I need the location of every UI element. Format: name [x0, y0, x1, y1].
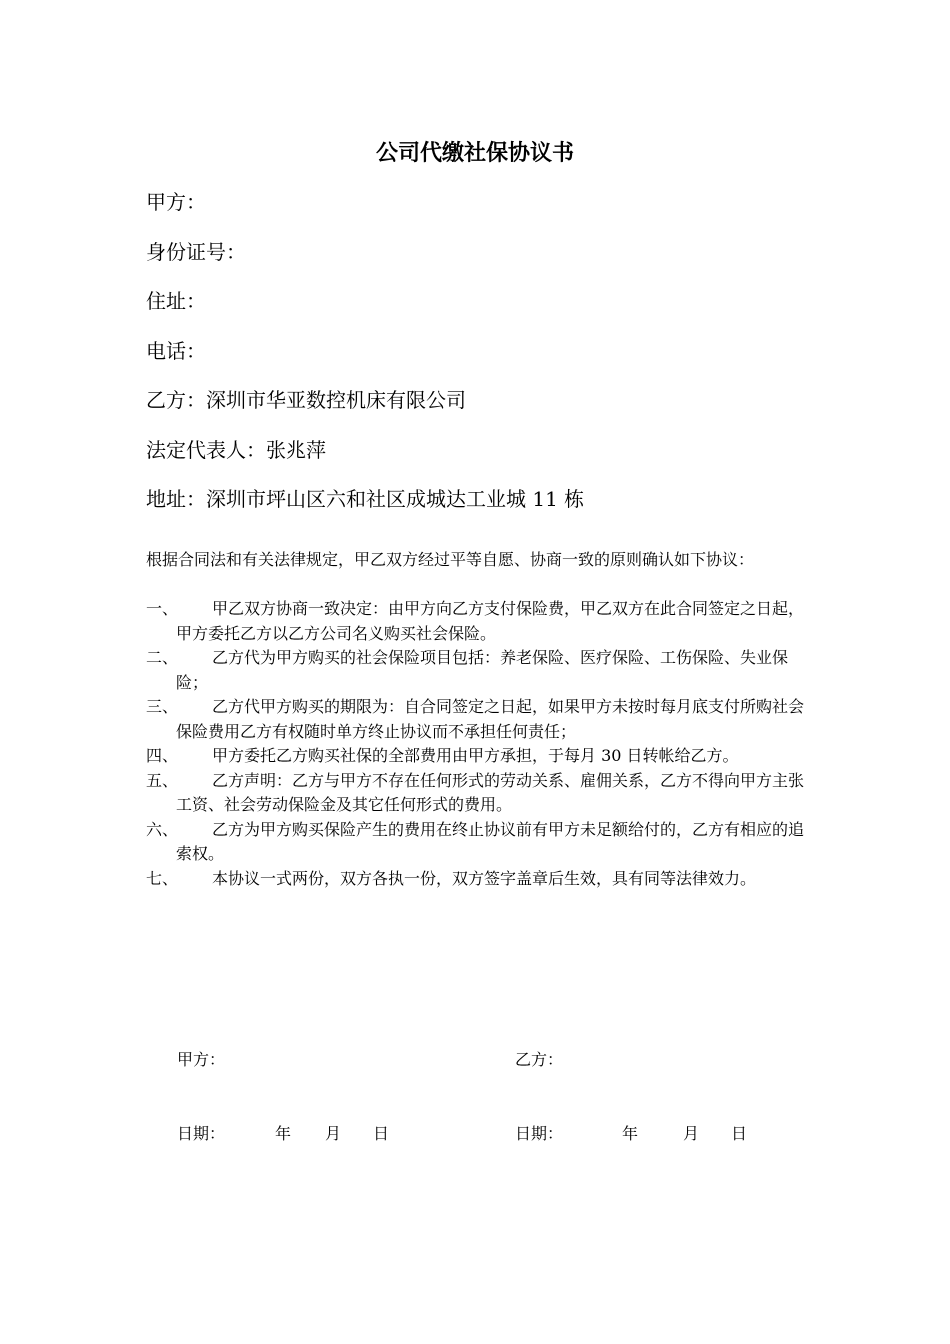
clause-text: 甲方委托乙方购买社保的全部费用由甲方承担，于每月 30 日转帐给乙方。 — [212, 746, 739, 765]
clause-text: 本协议一式两份，双方各执一份，双方签字盖章后生效，具有同等法律效力。 — [212, 868, 757, 888]
clause-text: 乙方声明：乙方与甲方不存在任何形式的劳动关系、雇佣关系，乙方不得向甲方主张工资、社会劳动保险金及其它任何形式的费用。 — [176, 770, 805, 814]
clause-number: 一、 — [146, 599, 179, 618]
clause-item — [146, 695, 816, 744]
party-b-name: 乙方：深圳市华亚数控机床有限公司 — [146, 388, 466, 412]
party-a-date-line — [177, 1122, 389, 1146]
party-a-address-label: 住址： — [146, 289, 206, 313]
clause-item — [146, 769, 816, 818]
party-a-phone-label: 电话： — [146, 339, 206, 363]
signature-party-a-label: 甲方： — [177, 1050, 226, 1069]
month-label: 月 — [325, 1124, 342, 1143]
date-label: 日期： — [177, 1124, 226, 1143]
clause-number: 七、 — [146, 868, 179, 888]
day-label: 日 — [731, 1124, 748, 1143]
clause-item — [146, 744, 816, 769]
clause-list — [146, 597, 816, 891]
clause-item — [146, 646, 816, 695]
year-label: 年 — [622, 1124, 639, 1143]
clause-number: 五、 — [146, 770, 179, 790]
party-a-label: 甲方： — [146, 190, 206, 214]
party-b-address: 地址：深圳市坪山区六和社区成城达工业城 11 栋 — [146, 487, 585, 511]
clause-number: 二、 — [146, 648, 179, 667]
agreement-intro: 根据合同法和有关法律规定，甲乙双方经过平等自愿、协商一致的原则确认如下协议： — [146, 550, 755, 569]
clause-text: 乙方代甲方购买的期限为：自合同签定之日起，如果甲方未按时每月底支付所购社会保险费用乙方有权随时单方终止协议而不承担任何责任； — [176, 697, 805, 741]
signature-party-b-label: 乙方： — [515, 1050, 564, 1069]
month-label: 月 — [683, 1124, 700, 1143]
party-a-id-label: 身份证号： — [146, 240, 246, 264]
party-b-representative: 法定代表人：张兆萍 — [146, 438, 326, 462]
clause-item — [146, 597, 816, 646]
clause-number: 三、 — [146, 697, 179, 716]
clause-item — [146, 818, 816, 867]
year-label: 年 — [275, 1124, 292, 1143]
date-label: 日期： — [515, 1124, 564, 1143]
day-label: 日 — [373, 1124, 390, 1143]
document-title: 公司代缴社保协议书 — [375, 140, 574, 166]
clause-text: 乙方为甲方购买保险产生的费用在终止协议前有甲方未足额给付的，乙方有相应的追索权。 — [176, 819, 805, 863]
clause-number: 六、 — [146, 819, 179, 839]
clause-text: 甲乙双方协商一致决定：由甲方向乙方支付保险费，甲乙双方在此合同签定之日起，甲方委托乙方以乙方公司名义购买社会保险。 — [176, 599, 805, 643]
clause-text: 乙方代为甲方购买的社会保险项目包括：养老保险、医疗保险、工伤保险、失业保险； — [176, 648, 789, 692]
clause-item — [146, 867, 816, 892]
clause-number: 四、 — [146, 746, 179, 765]
party-b-date-line — [515, 1122, 747, 1146]
